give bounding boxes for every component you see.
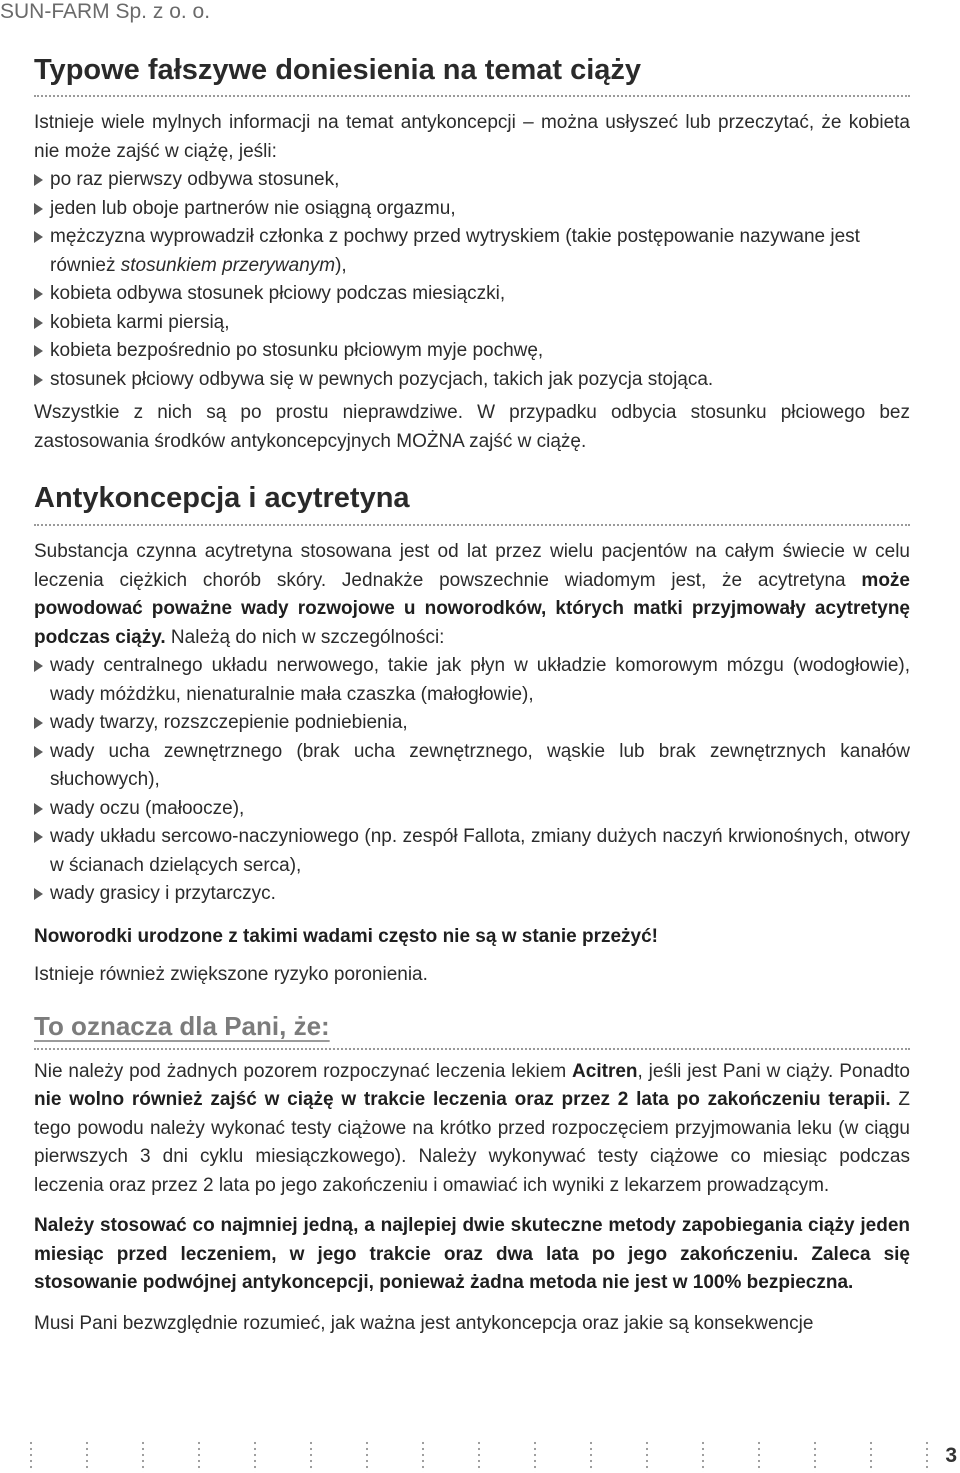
list-item: wady twarzy, rozszczepienie podniebienia, [34,709,910,738]
triangle-bullet-icon [34,660,43,672]
list-item: kobieta karmi piersią, [34,309,910,338]
conclusion-paragraph: Wszystkie z nich są po prostu nieprawdziwe. W przypadku odbycia stosunku płciowego bez zastosowania środków antykoncepcyjnych MOŻNA zajść w ciążę. [34,402,910,452]
list-item: wady ucha zewnętrznego (brak ucha zewnętrznego, wąskie lub brak zewnętrznych kanałów słuchowych), [34,738,910,795]
list-item: kobieta odbywa stosunek płciowy podczas miesiączki, [34,280,910,309]
list-item: stosunek płciowy odbywa się w pewnych pozycjach, takich jak pozycja stojąca. [34,366,910,395]
heading-acitretin: Antykoncepcja i acytretyna [34,482,410,514]
final-paragraph: Musi Pani bezwzględnie rozumieć, jak ważna jest antykoncepcja oraz jakie są konsekwencje [34,1312,814,1334]
triangle-bullet-icon [34,717,43,729]
list-item: jeden lub oboje partnerów nie osiągną orgazmu, [34,195,910,224]
document-body [34,50,910,1338]
list-item: mężczyzna wyprowadził członka z pochwy przed wytryskiem (takie postępowanie nazywane jest również stosunkiem przerywanym), [34,223,910,280]
triangle-bullet-icon [34,174,43,186]
company-name: SUN-FARM Sp. z o. o. [0,0,211,23]
list-item: kobieta bezpośrednio po stosunku płciowym myje pochwę, [34,337,910,366]
defects-list [34,652,910,909]
instructions-paragraph: Nie należy pod żadnych pozorem rozpoczynać leczenia lekiem Acitren, jeśli jest Pani w ciąży. Ponadto nie wolno również zajść w ciążę w trakcie leczenia oraz przez 2 lata po zakończeniu terapii. Z tego powodu należy wykonać testy ciążowe na krótko przed rozpoczęciem przyjmowania leku (w ciągu pierwszych 3 dni cyklu miesiączkowego). Należy wykonywać testy ciążowe co miesiąc podczas leczenia oraz przez 2 lata po jego zakończeniu i omawiać ich wyniki z lekarzem prowadzącym. [34,1060,911,1196]
page-number: 3 [945,1444,957,1467]
list-item: wady układu sercowo-naczyniowego (np. zespół Fallota, zmiany dużych naczyń krwionośnych, otwory w ścianach dzielących serca), [34,823,910,880]
section-heading-false-reports [34,50,910,97]
triangle-bullet-icon [34,746,43,758]
list-item: po raz pierwszy odbywa stosunek, [34,166,910,195]
triangle-bullet-icon [34,317,43,329]
triangle-bullet-icon [34,831,43,843]
list-item: wady oczu (małoocze), [34,795,910,824]
contraception-paragraph: Należy stosować co najmniej jedną, a najlepiej dwie skuteczne metody zapobiegania ciąży jeden miesiąc przed leczeniem, w jego trakcie oraz dwa lata po jego zakończeniu. Zaleca się stosowanie podwójnej antykoncepcji, ponieważ żadna metoda nie jest w 100% bezpieczna. [34,1215,910,1293]
risk-paragraph: Istnieje również zwiększone ryzyko poronienia. [34,964,428,985]
warning-paragraph: Noworodki urodzone z takimi wadami często nie są w stanie przeżyć! [34,925,658,947]
heading-false-reports: Typowe fałszywe doniesienia na temat ciąży [34,54,642,86]
triangle-bullet-icon [34,203,43,215]
section-heading-for-you [34,1008,910,1050]
triangle-bullet-icon [34,231,43,243]
intro-paragraph: Istnieje wiele mylnych informacji na temat antykoncepcji – można usłyszeć lub przeczytać, że kobieta nie może zajść w ciążę, jeśli: [34,112,910,162]
triangle-bullet-icon [34,345,43,357]
list-item: wady grasicy i przytarczyc. [34,880,910,909]
false-reports-list [34,166,910,394]
list-item: wady centralnego układu nerwowego, takie jak płyn w układzie komorowym mózgu (wodogłowie), wady móżdżku, nienaturalnie mała czaszka (małogłowie), [34,652,910,709]
triangle-bullet-icon [34,374,43,386]
triangle-bullet-icon [34,888,43,900]
acitretin-paragraph: Substancja czynna acytretyna stosowana jest od lat przez wielu pacjentów na całym świecie w celu leczenia ciężkich chorób skóry. Jednakże powszechnie wiadomym jest, że acytretyna może powodować poważne wady rozwojowe u noworodków, których matki przyjmowały acytretynę podczas ciąży. Należą do nich w szczególności: [34,541,910,648]
section-heading-acitretin [34,478,910,526]
triangle-bullet-icon [34,803,43,815]
heading-for-you: To oznacza dla Pani, że: [34,1010,330,1041]
triangle-bullet-icon [34,288,43,300]
footer-dot-columns [30,1440,940,1472]
